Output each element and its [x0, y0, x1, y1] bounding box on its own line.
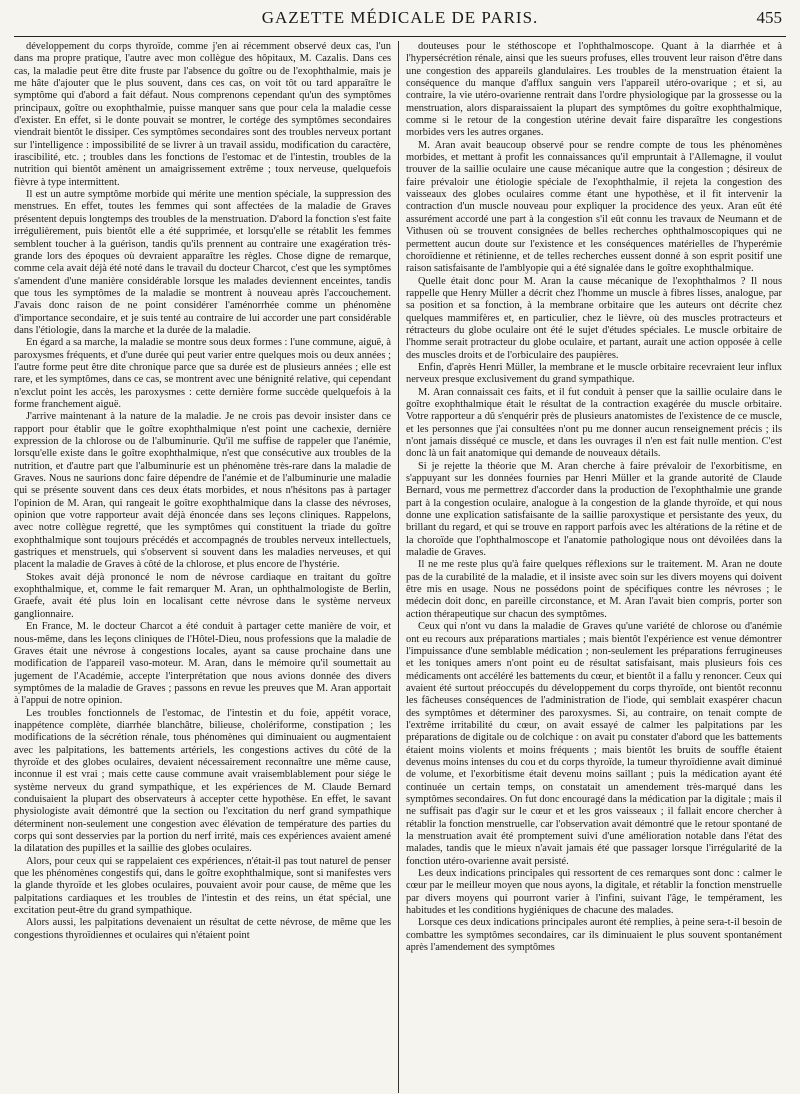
- paragraph: douteuses pour le stéthoscope et l'ophthalmoscope. Quant à la diarrhée et à l'hypersécrétion rénale, ainsi que les sueurs profuses, elles trouvent leur raison d'être dans une congestion des appareils glandulaires. Les troubles de la menstruation étaient la conséquence du manque d'afflux sanguin vers l'appareil utéro-ovarique ; et si, au contraire, la vie utéro-ovarienne rentrait dans l'ordre physiologique par la grossesse ou la menstruation, alors disparaissaient la plupart des symptômes du goître exophthalmique, comme si le retour de la congestion utérine devait faire disparaître les congestions morbides vers les autres organes.: [406, 41, 782, 139]
- right-column: [398, 41, 782, 1093]
- paragraph: Stokes avait déjà prononcé le nom de névrose cardiaque en traitant du goître exophthalmique, et, comme le fait remarquer M. Aran, un ophthalmologiste de Berlin, Graefe, avait été plus loin en localisant cette névrose dans le système nerveux ganglionnaire.: [14, 571, 391, 620]
- paragraph: Il est un autre symptôme morbide qui mérite une mention spéciale, la suppression des menstrues. En effet, toutes les femmes qui sont affectées de la maladie de Graves présentent depuis longtemps des troubles de la menstruation. D'abord la fonction s'est faite irrégulièrement, puis bientôt elle a été supprimée, et lorsqu'elle se rétablit les femmes semblent toucher à la guérison, tandis qu'ils prennent au contraire une exagération très-grande lors des époques où devraient apparaître les règles. Chose digne de remarque, comme cela avait déjà été noté dans le travail du docteur Charcot, c'est que les symptômes s'amendent d'une manière considérable lorsque les malades deviennent enceintes, tandis que tous les symptômes de la maladie se montrent à nouveau après l'accouchement. J'avais donc raison de ne point considérer l'aménorrhée comme un phénomène d'importance secondaire, et je suis tenté au contraire de lui accorder une part considérable dans l'étiologie, dans la marche et la durée de la maladie.: [14, 189, 391, 336]
- left-column: [14, 41, 398, 1093]
- text-columns: [14, 41, 786, 1093]
- paragraph: Quelle était donc pour M. Aran la cause mécanique de l'exophthalmos ? Il nous rappelle que Henry Müller a décrit chez l'homme un muscle à fibres lisses, analogue, par sa position et sa fonction, à la membrane orbitaire que les auteurs ont décrite chez quelques mammifères et, en particulier, chez le lièvre, où des muscles protracteurs et rétracteurs du globe oculaire ont été le sujet d'études spéciales. Le muscle orbitaire de l'homme serait protracteur du globe oculaire, et partant, aurait une action opposée à celle des muscles droits et de l'orbiculaire des paupières.: [406, 275, 782, 361]
- paragraph: En France, M. le docteur Charcot a été conduit à partager cette manière de voir, et nous-même, dans les leçons cliniques de l'Hôtel-Dieu, nous professions que la maladie de Graves était une névrose à congestions locales, ayant sa cause prochaine dans une modification de l'appareil vaso-moteur. M. Aran, dans le mémoire qu'il soumettait au jugement de l'Académie, accepte l'interprétation que nous avions donnée des divers symptômes de la maladie de Graves ; passons en revue les preuves que M. Aran apportait à l'appui de notre opinion.: [14, 621, 391, 707]
- paragraph: Alors, pour ceux qui se rappelaient ces expériences, n'était-il pas tout naturel de penser que les phénomènes congestifs qui, dans le goître exophthalmique, sont si manifestes vers la glande thyroïde et les globes oculaires, pouvaient avoir pour cause, de même que les palpitations cardiaques et les troubles de l'intestin et des reins, un état spécial, une excitation peut-être du grand sympathique.: [14, 855, 391, 917]
- paragraph: Si je rejette la théorie que M. Aran cherche à faire prévaloir de l'exorbitisme, en s'appuyant sur les données fournies par Henri Müller et la grande autorité de Claude Bernard, vous me permettrez d'accorder dans la production de l'exophthalmie une grande part à la congestion oculaire, analogue à la congestion de la glande thyroïde, et qui nous donne une explication satisfaisante de la saillie paroxystique et persistante des yeux, du brillant du regard, et qui se trouve en rapport parfois avec les altérations de la rétine et de la choroïde que l'ophthalmoscope et l'anatomie pathologique nous ont dévoilées dans la maladie de Graves.: [406, 460, 782, 559]
- paragraph: Alors aussi, les palpitations devenaient un résultat de cette névrose, de même que les congestions thyroïdiennes et oculaires qui n'étaient point: [14, 917, 391, 941]
- paragraph: Lorsque ces deux indications principales auront été remplies, à peine sera-t-il besoin de combattre les symptômes secondaires, car ils diminuaient le plus souvent spontanément après l'amendement des symptômes: [406, 917, 782, 954]
- paragraph: Il ne me reste plus qu'à faire quelques réflexions sur le traitement. M. Aran ne doute pas de la curabilité de la maladie, et il insiste avec soin sur les divers moyens qui doivent être mis en usage. Nous ne possédons point de spécifiques contre les névroses ; le médecin doit donc, en pareille circonstance, et M. Aran l'avait bien compris, porter son action thérapeutique sur chacun des symptômes.: [406, 559, 782, 620]
- page-number: 455: [756, 8, 782, 27]
- journal-title: GAZETTE MÉDICALE DE PARIS.: [261, 8, 539, 27]
- paragraph: M. Aran connaissait ces faits, et il fut conduit à penser que la saillie oculaire dans le goître exophthalmique était le résultat de la contraction exagérée du muscle orbitaire. Votre rapporteur a dû s'enquérir près de plusieurs anatomistes de l'existence de ce muscle, et les personnes que j'ai consultées n'ont pu me donner aucun renseignement précis ; ils n'ont jamais disséqué ce muscle, et dans les ouvrages il n'en est fait nulle mention. C'est donc là un fait anatomique qui demande de nouveaux détails.: [406, 386, 782, 460]
- paragraph: En égard a sa marche, la maladie se montre sous deux formes : l'une commune, aiguë, à paroxysmes fréquents, et d'une durée qui peut varier entre quelques mois ou deux années ; l'autre forme peut être dite chronique parce que sa durée est de plusieurs années ; elle est rare, et les symptômes, dans ce cas, se montrent avec une bénignité relative, qui cependant n'exclut point les accès, les paroxysmes : cette dernière forme succède quelquefois à la forme franchement aiguë.: [14, 337, 391, 410]
- paragraph: J'arrive maintenant à la nature de la maladie. Je ne crois pas devoir insister dans ce rapport pour établir que le goître exophthalmique n'est point une cachexie, dernière expression de la chlorose ou de l'albuminurie. Qu'il me suffise de rappeler que l'anémie, lorsqu'elle existe dans le goître exophthalmique, n'est que consécutive aux troubles de la nutrition, et d'autre part que l'albuminurie est un phénomène très-rare dans la maladie de Graves. Nous ne saurions donc faire dépendre de l'anémie et de l'albuminurie une maladie qui se présente souvent dans ces deux états morbides, et nous n'hésitons pas à partager l'opinion de M. Aran, qui rangeait le goître exophthalmique dans la classe des névroses, opinion que votre rapporteur avait déjà énoncée dans ses leçons cliniques. Rappelons, avec notre collègue regretté, que les symptômes qui constituent la triade du goître exophthalmique sont toujours précédés et accompagnés de troubles nerveux intellectuels, gastriques et menstruels, qui s'observent si souvent dans les maladies nerveuses, et qui placent la maladie de Graves à côté de la chlorose, et plus encore de l'hystérie.: [14, 411, 391, 571]
- paragraph: Enfin, d'après Henri Müller, la membrane et le muscle orbitaire recevraient leur influx nerveux presque exclusivement du grand sympathique.: [406, 361, 782, 386]
- header-rule: [14, 36, 786, 37]
- paragraph: développement du corps thyroïde, comme j'en ai récemment observé deux cas, l'un dans ma propre pratique, l'autre avec mon collègue des hôpitaux, M. Cazalis. Dans ces cas, la maladie peut être dite fruste par l'absence du goître ou de l'exophthalmie, mais je me hâte d'ajouter que le plus souvent, dans ces cas, on voit tôt ou tard apparaître le symptôme qui d'abord a fait défaut. Nous comprenons cependant qu'un des symptômes principaux, goître ou exophthalmie, puisse manquer sans que pour cela la maladie cesse d'exister. En effet, si le donte pouvait se montrer, le cortége des symptômes secondaires viendrait bientôt le dissiper. Ces symptômes secondaires sont des troubles nerveux portant sur l'intelligence : impossibilité de se livrer à un travail assidu, modification du caractère, irascibilité, etc. ; troubles dans les fonctions de l'estomac et de l'intestin, troubles de la nutrition qui bientôt amènent un amaigrissement extrême ; toux nerveuse, quelquefois fièvre à type intermittent.: [14, 41, 391, 188]
- paragraph: Les deux indications principales qui ressortent de ces remarques sont donc : calmer le cœur par le meilleur moyen que nous ayons, la digitale, et rétablir la fonction menstruelle par divers moyens qui pourront varier à l'infini, suivant l'âge, le tempérament, les habitudes et les conditions hygiéniques de chacune des malades.: [406, 868, 782, 917]
- paragraph: M. Aran avait beaucoup observé pour se rendre compte de tous les phénomènes morbides, et mettant à profit les connaissances qu'il empruntait à l'Allemagne, il voulut trouver de la saillie oculaire une cause mécanique autre que la congestion ; désireux de faire prévaloir une étiologie spéciale de l'exophthalmie, il rejeta la congestion des vaisseaux des globes oculaires comme étant une hypothèse, et il fit intervenir la contraction d'un muscle nouveau pour expliquer la procidence des yeux. Aran eût été assurément accordé une part à la congestion s'il eût connu les travaux de Neumann et de Vithusen où se trouvent consignées de belles recherches ophthalmoscopiques qui ne permettent aucun doute sur l'existence et les conséquences matérielles de l'hyperémie choroïdienne et rétinienne, et de telles recherches eussent donné à son esprit positif une raison satisfaisante de l'amblyopie qui a été signalée dans le goître exophthalmique.: [406, 139, 782, 275]
- paragraph: Ceux qui n'ont vu dans la maladie de Graves qu'une variété de chlorose ou d'anémie ont eu recours aux préparations martiales ; mais bientôt l'expérience est venue démontrer l'impuissance d'une semblable médication ; non-seulement les préparations ferrugineuses et les toniques amers n'ont point eu de résultat satisfaisant, mais plusieurs fois ces médicaments ont accéléré les battements du cœur, et bientôt il a fallu y renoncer. Ceux qui avaient été surtout préoccupés du développement du corps thyroïde, ont bientôt reconnu les fâcheuses conséquences de l'administration de l'iode, qui semblait exaspérer chacun des symptômes et déterminer des paroxysmes. Si, au contraire, on tenait compte de l'extrême irritabilité du cœur, on avait essayé de calmer les palpitations par les préparations de digitale ou de colchique : on avait pu constater d'abord que les battements étaient moins violents et moins fréquents ; mais bientôt les bruits de souffle étaient devenus moins intenses du cou et du corps thyroïde, la tumeur thyroïdienne avait diminué de volume, et l'exorbitisme était devenu moins saillant ; puis la médication ayant été continuée un certain temps, on constatait un amendement très-marqué dans les symptômes secondaires. On fut donc encouragé dans la médication par la digitale ; mais il ne suffisait pas d'agir sur le cœur et et les gros vaisseaux ; il fallait encore chercher à rétablir la fonction menstruelle, car l'observation avait démontré que le retour spontané de la menstruation avait été promptement suivi d'une amélioration notable dans l'état des malades, tandis que le mieux n'avait jamais été que passager lorsque l'irrégularité de la fonction utéro-ovarienne avait persisté.: [406, 621, 782, 867]
- paragraph: Les troubles fonctionnels de l'estomac, de l'intestin et du foie, appétit vorace, inappétence complète, diarrhée blanchâtre, bilieuse, cholériforme, constipation ; les modifications de la sécrétion rénale, tous phénomènes qui diminuaient ou augmentaient avec les palpitations, les battements artériels, les congestions actives du côté de la thyroïde et des globes oculaires, devaient nécessairement reconnaître une même cause, inconnue il est vrai ; mais cette cause commune avait vraisemblablement pour siége le système nerveux du grand sympathique, et les expériences de M. Claude Bernard conduisaient la plupart des observateurs à accepter cette hypothèse. En effet, le savant physiologiste avait démontré que la section ou l'excitation du nerf grand sympathique déterminent non-seulement une congestion avec élévation de température des parties du corps qui sont desservies par la portion du nerf irrité, mais ces expériences avaient amené la dilatation des pupilles et la saillie des globes oculaires.: [14, 707, 391, 855]
- page-header: [14, 6, 786, 36]
